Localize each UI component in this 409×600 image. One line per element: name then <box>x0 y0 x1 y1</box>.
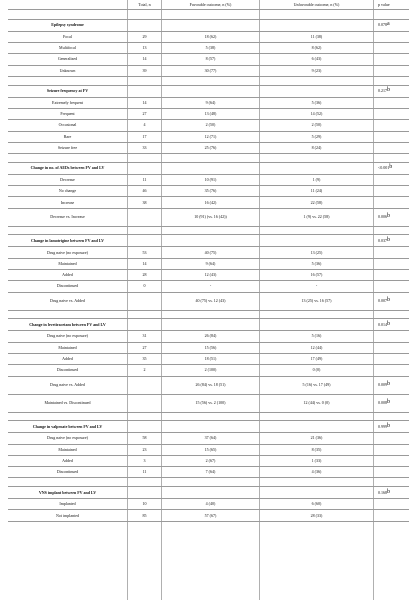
favorable-cell: 12 (71) <box>204 133 217 139</box>
unfavorable-cell: 8 (24) <box>311 144 322 150</box>
footnote-marker: b <box>387 297 390 304</box>
row-divider <box>8 76 409 77</box>
footnote-marker: b <box>387 381 390 387</box>
favorable-cell: 12 (43) <box>204 272 217 278</box>
total-cell: 14 <box>142 56 147 62</box>
favorable-cell: 2 (50) <box>205 122 216 128</box>
footnote-marker: b <box>387 320 390 327</box>
favorable-cell: 2 (100) <box>204 367 217 373</box>
row-divider <box>8 196 409 197</box>
total-cell: 85 <box>142 512 147 518</box>
total-cell: 13 <box>142 45 147 51</box>
row-divider <box>8 97 409 98</box>
row-divider <box>8 310 409 311</box>
row-label: Drug naive vs. Added <box>50 382 85 387</box>
favorable-cell: 10 (91) <box>204 176 217 182</box>
row-divider <box>8 108 409 109</box>
row-label: Drug naive (no exposure) <box>47 333 88 339</box>
p-value-cell: 0.009b <box>378 381 390 387</box>
footnote-marker: b <box>387 399 390 405</box>
unfavorable-cell: 13 (25) <box>310 249 323 255</box>
favorable-cell: 18 (51) <box>204 356 217 362</box>
total-cell: 39 <box>142 67 147 73</box>
unfavorable-cell: 21 (36) <box>310 435 323 441</box>
row-label: Increase <box>60 199 75 205</box>
row-divider <box>8 394 409 395</box>
row-divider <box>8 364 409 365</box>
row-divider <box>8 432 409 433</box>
unfavorable-cell: 28 (33) <box>310 512 323 518</box>
p-value-cell: 0.008b <box>378 399 390 405</box>
footnote-marker: b <box>387 422 390 429</box>
column-header-total: Total, n <box>138 2 151 7</box>
unfavorable-cell: 9 (23) <box>311 67 322 73</box>
row-label: Decrease vs. Increase <box>50 214 85 220</box>
row-divider <box>8 42 409 43</box>
row-divider <box>8 420 409 421</box>
column-header-unfavorable: Unfavorable outcome, n (%) <box>293 2 340 7</box>
total-cell: 27 <box>142 344 147 350</box>
row-label: Discontinued <box>56 283 79 289</box>
row-divider <box>8 226 409 227</box>
row-divider <box>8 318 409 319</box>
row-divider <box>8 142 409 143</box>
row-divider <box>8 477 409 478</box>
row-label: Multifocal <box>59 45 76 51</box>
total-cell: 10 <box>142 501 147 507</box>
total-cell: 46 <box>142 188 147 194</box>
favorable-cell: 35 (76) <box>204 188 217 194</box>
favorable-cell: 2 (67) <box>205 457 216 463</box>
unfavorable-cell: 12 (44) <box>310 344 323 350</box>
unfavorable-cell: 11 (38) <box>310 33 323 39</box>
row-divider <box>8 509 409 510</box>
row-divider <box>8 119 409 120</box>
total-cell: 2 <box>143 367 146 373</box>
total-cell: 17 <box>142 133 147 139</box>
column-header-p-value: p value <box>378 2 390 7</box>
row-divider <box>8 498 409 499</box>
row-label: Focal <box>63 33 72 39</box>
row-divider <box>8 208 409 209</box>
p-value-cell: 0.168b <box>378 488 390 495</box>
unfavorable-cell: - <box>315 283 318 289</box>
favorable-cell: 30 (77) <box>204 67 217 73</box>
unfavorable-cell: 8 (35) <box>311 446 322 452</box>
row-divider <box>8 185 409 186</box>
row-divider <box>8 444 409 445</box>
favorable-cell: 9 (64) <box>205 99 216 105</box>
unfavorable-cell: 1 (9) <box>312 176 321 182</box>
total-cell: 29 <box>142 33 147 39</box>
total-cell: 23 <box>142 446 147 452</box>
row-divider <box>8 269 409 270</box>
favorable-cell: 40 (75) vs. 12 (43) <box>195 298 226 304</box>
unfavorable-cell: 11 (24) <box>310 188 323 194</box>
footnote-marker: a <box>387 21 390 28</box>
row-label: Maintained <box>58 260 77 266</box>
section-title: Change in levetiracetam between FV and LV <box>29 321 106 327</box>
unfavorable-cell: 22 (58) <box>310 199 323 205</box>
column-header-favorable: Favorable outcome, n (%) <box>189 2 232 7</box>
favorable-cell: 25 (76) <box>204 144 217 150</box>
row-divider <box>8 162 409 163</box>
favorable-cell: 7 (64) <box>205 469 216 475</box>
unfavorable-cell: 16 (57) <box>310 272 323 278</box>
p-value-cell: 0.037b <box>378 236 390 243</box>
footnote-marker: b <box>387 213 390 220</box>
row-divider <box>8 412 409 413</box>
favorable-cell: 16 (42) <box>204 199 217 205</box>
unfavorable-cell: 2 (50) <box>311 122 322 128</box>
section-title: VNS implant between FV and LV <box>38 489 97 495</box>
unfavorable-cell: 0 (0) <box>312 367 321 373</box>
row-divider <box>8 131 409 132</box>
favorable-cell: 26 (84) vs. 18 (51) <box>195 382 226 387</box>
total-cell: 0 <box>143 283 146 289</box>
row-label: No change <box>58 188 77 194</box>
row-label: Generalized <box>57 56 78 62</box>
favorable-cell: 4 (40) <box>205 501 216 507</box>
total-cell: 27 <box>142 111 147 117</box>
favorable-cell: 26 (84) <box>204 333 217 339</box>
row-divider <box>8 521 409 522</box>
unfavorable-cell: 5 (16) <box>311 333 322 339</box>
row-label: Maintained vs. Discontinued <box>44 400 91 405</box>
unfavorable-cell: 8 (62) <box>311 45 322 51</box>
total-cell: 3 <box>143 457 146 463</box>
section-title: Change in no. of AEDs between FV and LV <box>30 165 105 171</box>
row-divider <box>8 234 409 235</box>
row-divider <box>8 486 409 487</box>
row-divider <box>8 258 409 259</box>
row-divider <box>8 85 409 86</box>
unfavorable-cell: 5 (36) <box>311 260 322 266</box>
row-label: Drug naive (no exposure) <box>47 435 88 441</box>
favorable-cell: 5 (38) <box>205 45 216 51</box>
section-title: Epilepsy syndrome <box>51 22 84 28</box>
total-cell: 35 <box>142 356 147 362</box>
total-cell: 14 <box>142 99 147 105</box>
row-label: Drug naive vs. Added <box>50 298 85 304</box>
total-cell: 53 <box>142 249 147 255</box>
row-label: Occasional <box>58 122 77 128</box>
outcome-table <box>8 0 409 600</box>
p-value-cell: 0.078a <box>378 21 390 28</box>
section-title: Change in valproate between FV and LV <box>32 423 103 429</box>
favorable-cell: 15 (56) <box>204 344 217 350</box>
row-label: Added <box>62 356 73 362</box>
unfavorable-cell: 5 (16) vs. 17 (49) <box>302 382 331 387</box>
row-label: Extremely frequent <box>52 99 83 105</box>
row-label: Added <box>62 272 73 278</box>
p-value-cell: 0.007b <box>378 297 390 304</box>
row-label: Added <box>62 457 73 463</box>
favorable-cell: 15 (65) <box>204 446 217 452</box>
p-value-cell: 0.006b <box>378 213 390 220</box>
total-cell: 14 <box>142 260 147 266</box>
row-divider <box>8 9 409 10</box>
unfavorable-cell: 5 (36) <box>311 99 322 105</box>
footnote-marker: b <box>387 488 390 495</box>
row-label: Maintained <box>58 446 77 452</box>
row-label: Discontinued <box>56 469 79 475</box>
row-divider <box>8 353 409 354</box>
row-divider <box>8 246 409 247</box>
total-cell: 58 <box>142 435 147 441</box>
row-label: Implanted <box>59 501 76 507</box>
row-label: Maintained <box>58 344 77 350</box>
favorable-cell: - <box>209 283 212 289</box>
row-divider <box>8 466 409 467</box>
row-divider <box>8 342 409 343</box>
favorable-cell: 8 (57) <box>205 56 216 62</box>
unfavorable-cell: 1 (33) <box>311 457 322 463</box>
total-cell: 11 <box>142 176 147 182</box>
favorable-cell: 15 (56) vs. 2 (100) <box>195 400 226 405</box>
section-title: Seizure frequency at FV <box>46 88 89 94</box>
row-divider <box>8 455 409 456</box>
p-value-cell: 0.999b <box>378 422 390 429</box>
row-divider <box>8 174 409 175</box>
row-divider <box>8 53 409 54</box>
favorable-cell: 57 (67) <box>204 512 217 518</box>
total-cell: 28 <box>142 272 147 278</box>
row-divider <box>8 19 409 20</box>
unfavorable-cell: 17 (49) <box>310 356 323 362</box>
row-divider <box>8 31 409 32</box>
total-cell: 4 <box>143 122 146 128</box>
row-label: Seizure free <box>57 144 78 150</box>
row-label: Rare <box>63 133 72 139</box>
favorable-cell: 13 (48) <box>204 111 217 117</box>
favorable-cell: 37 (64) <box>204 435 217 441</box>
unfavorable-cell: 4 (36) <box>311 469 322 475</box>
unfavorable-cell: 12 (44) vs. 0 (0) <box>303 400 330 405</box>
unfavorable-cell: 14 (52) <box>310 111 323 117</box>
section-title: Change in lamotrigine between FV and LV <box>30 237 105 243</box>
row-divider <box>8 330 409 331</box>
row-label: Unknown <box>59 67 76 73</box>
row-divider <box>8 153 409 154</box>
row-label: Discontinued <box>56 367 79 373</box>
unfavorable-cell: 6 (43) <box>311 56 322 62</box>
row-label: Decrease <box>60 176 75 182</box>
row-label: Not implanted <box>56 512 79 518</box>
footnote-marker: b <box>387 87 390 94</box>
row-label: Drug naive (no exposure) <box>47 249 88 255</box>
total-cell: 38 <box>142 199 147 205</box>
total-cell: 31 <box>142 333 147 339</box>
row-divider <box>8 280 409 281</box>
footnote-marker: b <box>387 236 390 243</box>
p-value-cell: 0.014b <box>378 320 390 327</box>
unfavorable-cell: 5 (29) <box>311 133 322 139</box>
unfavorable-cell: 13 (25) vs. 16 (57) <box>301 298 332 304</box>
row-divider <box>8 376 409 377</box>
row-label: Frequent <box>60 111 75 117</box>
favorable-cell: 10 (91) (vs. 16 (42)) <box>194 214 227 220</box>
favorable-cell: 9 (64) <box>205 260 216 266</box>
row-divider <box>8 292 409 293</box>
total-cell: 33 <box>142 144 147 150</box>
footnote-marker: b <box>389 164 393 171</box>
p-value-cell: 0.217b <box>378 87 390 94</box>
row-divider <box>8 65 409 66</box>
unfavorable-cell: 6 (60) <box>311 501 322 507</box>
p-value-cell: <0.001b <box>378 164 393 171</box>
favorable-cell: 40 (75) <box>204 249 217 255</box>
favorable-cell: 18 (62) <box>204 33 217 39</box>
total-cell: 11 <box>142 469 147 475</box>
unfavorable-cell: 1 (9) vs. 22 (58) <box>303 214 330 220</box>
